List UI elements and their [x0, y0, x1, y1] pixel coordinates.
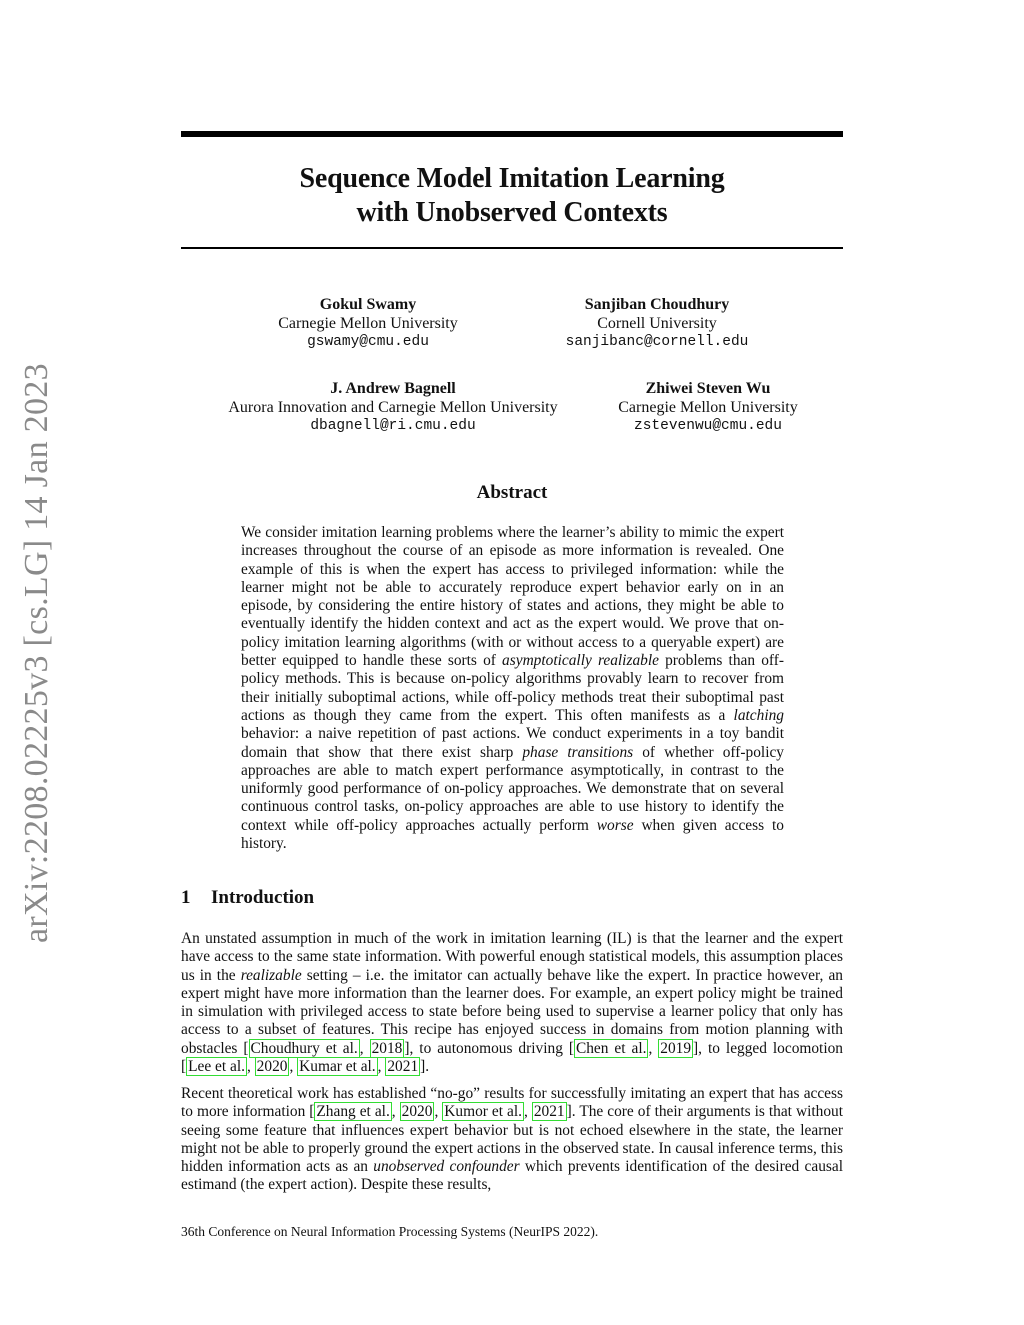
text-run: , [434, 1103, 443, 1121]
author-affiliation: Aurora Innovation and Carnegie Mellon University [228, 398, 558, 416]
author-email: dbagnell@ri.cmu.edu [310, 418, 476, 434]
text-run: , [391, 1103, 400, 1121]
citation-link[interactable]: 2018 [371, 1039, 403, 1057]
abstract-text-run: when given access to history. [241, 816, 784, 853]
text-emphasis: realizable [240, 966, 302, 984]
author-name: Sanjiban Choudhury [584, 296, 730, 313]
abstract-emphasis: phase transitions [522, 743, 634, 761]
author-affiliation: Cornell University [597, 314, 717, 332]
author-email: sanjibanc@cornell.edu [565, 334, 749, 350]
abstract-text-run: We consider imitation learning problems where the learner’s ability to mimic the expert increases throughout the course of an episode as more information is revealed. One example of this is when the expert has access to privileged information: while the learner might not be able to accurately reproduce expert behavior early on in an episode, by considering the entire history of states and actions, they might be able to eventually identify the hidden context and act as the expert would. We prove that on-policy imitation learning algorithms (with or without access to a queryable expert) are better equipped to handle these sorts of [241, 524, 784, 670]
citation-link[interactable]: Lee et al. [188, 1058, 245, 1076]
title-bottom-rule [181, 247, 843, 249]
abstract-text-run: behavior: a naive repetition of past actions. We conduct experiments in a toy bandit domain that show that there exist sharp [241, 725, 784, 761]
text-run: , [359, 1039, 370, 1057]
citation-link[interactable]: Chen et al. [575, 1039, 647, 1057]
section-title: Introduction [211, 887, 315, 908]
text-run: , [246, 1058, 255, 1076]
text-run: which prevents identification of the desired causal estimand (the expert action). Despite these results, [181, 1158, 843, 1194]
abstract-emphasis: latching [733, 706, 784, 724]
abstract-heading: Abstract [476, 482, 548, 503]
title-line-2: with Unobserved Contexts [356, 197, 668, 228]
abstract-text-run: problems than off-policy methods. This is because on-policy algorithms provably learn to recover from their initially suboptimal actions, while off-policy methods treat their suboptimal past actions as though they came from the expert. This often manifests as a [241, 652, 784, 724]
citation-link[interactable]: Kumor et al. [444, 1103, 522, 1121]
citation-link[interactable]: Choudhury et al. [250, 1039, 358, 1057]
text-run: ]. [420, 1058, 430, 1076]
section-heading [181, 887, 314, 909]
title-line-1: Sequence Model Imitation Learning [299, 163, 725, 194]
citation-link[interactable]: 2020 [256, 1058, 288, 1076]
text-run: ]. The core of their arguments is that without seeing some feature that influences expert behavior but is not echoed elsewhere in the state, the learner might not be able to properly ground the expert actions in the observed state. In causal inference terms, this hidden information acts as an [181, 1103, 843, 1176]
intro-paragraph-1 [181, 930, 843, 1076]
text-emphasis: unobserved confounder [373, 1158, 520, 1176]
arxiv-stamp: arXiv:2208.02225v3 [cs.LG] 14 Jan 2023 [18, 363, 55, 943]
author-email: gswamy@cmu.edu [307, 334, 429, 350]
text-run: ], to autonomous driving [ [404, 1039, 574, 1057]
text-run: ], to legged locomotion [ [181, 1039, 844, 1076]
author-block [258, 296, 478, 352]
author-block [555, 296, 759, 352]
author-email: zstevenwu@cmu.edu [634, 418, 782, 434]
text-run: An unstated assumption in much of the work in imitation learning (IL) is that the learner and the expert have access to the same state information. With powerful enough statistical models, this assumption places us in the [181, 930, 843, 984]
abstract-emphasis: worse [596, 816, 634, 834]
author-block [218, 380, 568, 436]
author-block [608, 380, 808, 436]
abstract-text [241, 524, 784, 853]
footnote: 36th Conference on Neural Information Processing Systems (NeurIPS 2022). [181, 1224, 599, 1239]
text-run: , [648, 1039, 659, 1057]
intro-paragraph-2 [181, 1085, 843, 1195]
text-run: , [523, 1103, 532, 1121]
title-top-rule [181, 131, 843, 137]
author-affiliation: Carnegie Mellon University [618, 398, 798, 416]
citation-link[interactable]: 2020 [401, 1103, 433, 1121]
abstract-text-run: of whether off-policy approaches are able to match expert performance asymptotically, in contrast to the uniformly good performance of on-policy approaches. We demonstrate that on several continuous control tasks, on-policy approaches are able to use history to identify the context while off-policy approaches actually perform [241, 743, 784, 834]
section-number: 1 [181, 887, 191, 908]
citation-link[interactable]: Kumar et al. [299, 1058, 376, 1076]
author-name: Zhiwei Steven Wu [645, 380, 771, 397]
citation-link[interactable]: Zhang et al. [316, 1103, 390, 1121]
author-name: Gokul Swamy [319, 296, 417, 313]
abstract-emphasis: asymptotically realizable [502, 652, 659, 670]
author-affiliation: Carnegie Mellon University [278, 314, 458, 332]
text-run: setting – i.e. the imitator can actually behave like the expert. In practice however, an expert might have more information than the learner does. For example, an expert policy might be trained in simulation with privileged access to state before being used to supervise a learner policy that only has access to a subset of features. This recipe has enjoyed success in domains from motion planning with obstacles [ [181, 966, 843, 1057]
citation-link[interactable]: 2021 [387, 1058, 419, 1076]
text-run: , [377, 1058, 386, 1076]
author-name: J. Andrew Bagnell [330, 380, 456, 397]
citation-link[interactable]: 2019 [660, 1039, 692, 1057]
citation-link[interactable]: 2021 [533, 1103, 565, 1121]
text-run: Recent theoretical work has established “no-go” results for successfully imitating an expert that has access to more information [ [181, 1085, 843, 1121]
paper-title [181, 162, 843, 230]
text-run: , [289, 1058, 298, 1076]
